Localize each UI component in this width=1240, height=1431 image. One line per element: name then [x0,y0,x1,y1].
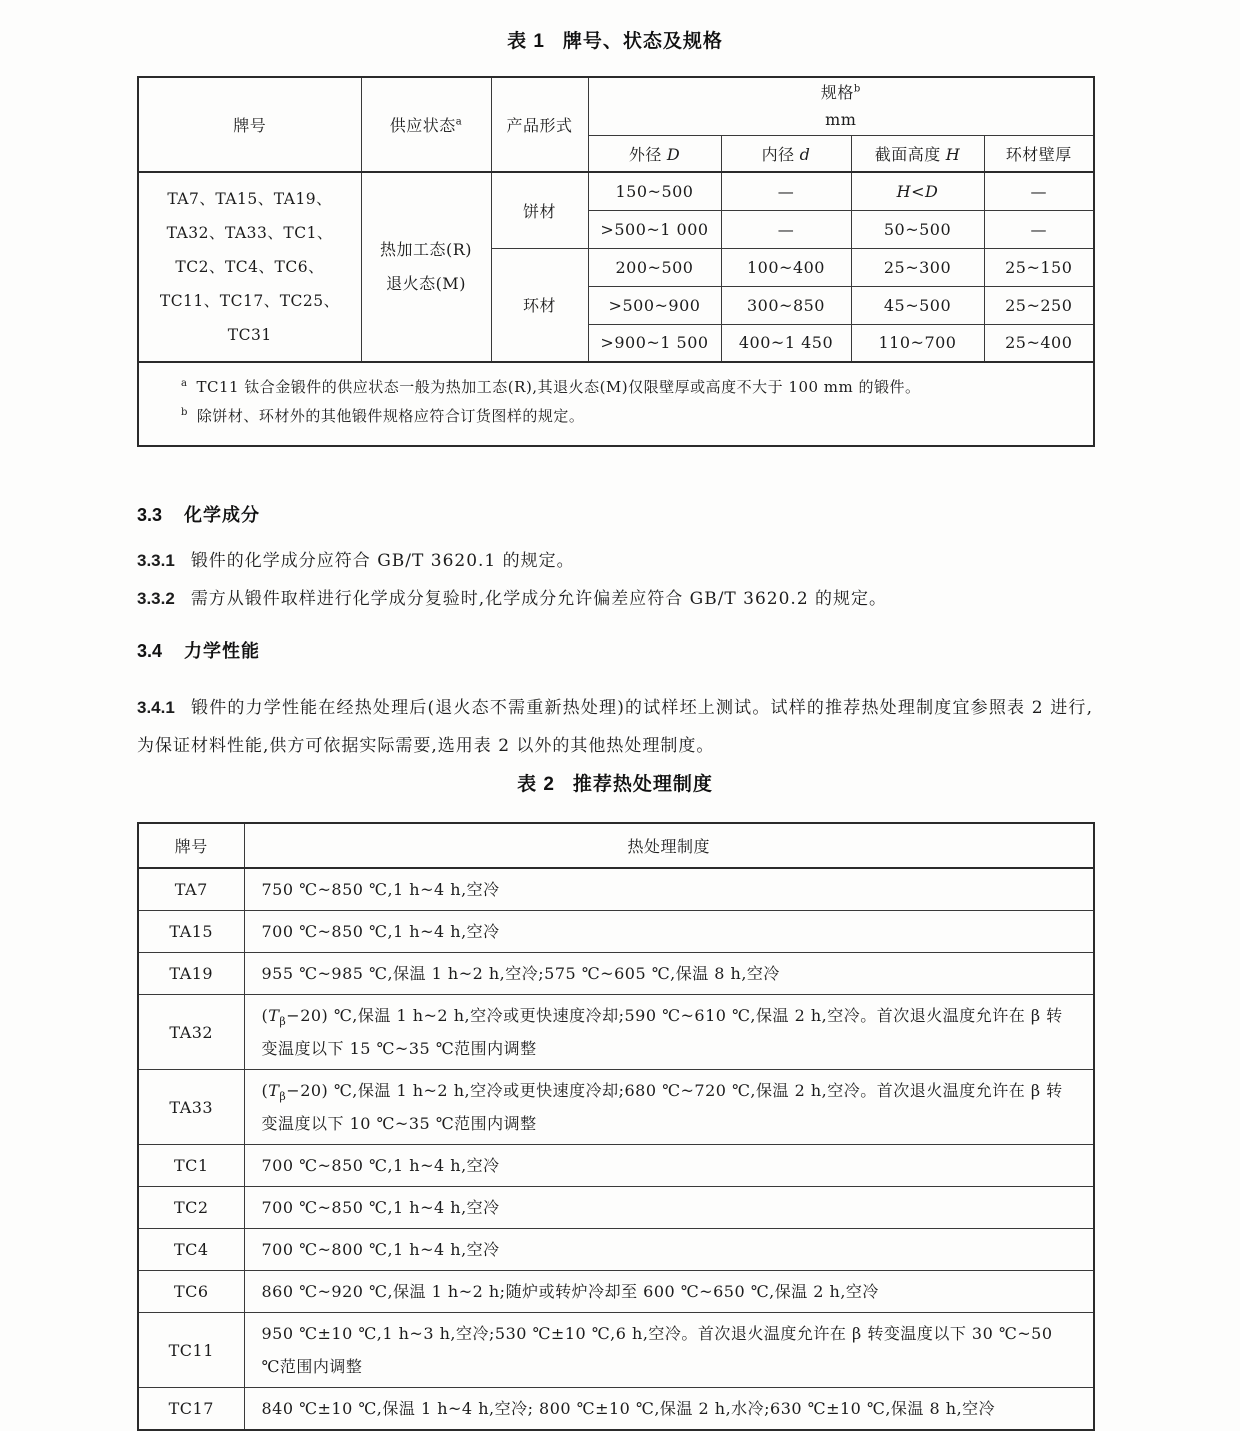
section-heading-3-3: 3.3 化学成分 [137,505,261,525]
table2-row-tc4: TC4 700 ℃~800 ℃,1 h~4 h,空冷 [138,1229,1094,1271]
table-cell: 300~850 [721,286,851,324]
table1-header-ring-wall: 环材壁厚 [984,135,1094,172]
table1-footnotes-row [138,362,1094,446]
table1-header-state: 供应状态$^a$ [361,77,491,172]
table1-footnote-b: $^b$ 除饼材、环材外的其他锻件规格应符合订货图样的规定。 [181,407,585,425]
table-cell: 50~500 [851,210,984,248]
table1-caption [137,0,1093,53]
table2-row-tc2: TC2 700 ℃~850 ℃,1 h~4 h,空冷 [138,1187,1094,1229]
table2-row-ta15: TA15 700 ℃~850 ℃,1 h~4 h,空冷 [138,911,1094,953]
footnote-ref-a: a [455,116,463,128]
table2-caption [137,769,1093,796]
clause-3-3-2: 3.3.2 需方从锻件取样进行化学成分复验时,化学成分允许偏差应符合 GB/T 3620.2 的规定。 [137,589,888,609]
table1-row-bing-1 [138,172,1094,210]
table2-header-row [138,823,1094,868]
section-heading-3-4: 3.4 力学性能 [137,641,261,661]
table2-row-ta32: TA32 $(T_\beta-20)$ ℃,保温 1 h~2 h,空冷或更快速度冷却;590 ℃~610 ℃,保温 2 h,空冷。首次退火温度允许在 β 转变温度以下 15 ℃~35 ℃范围内调整 [138,995,1094,1070]
table1-header-outer-diameter: 外径 D [588,135,721,172]
table1-product-huan: 环材 [491,248,588,362]
table2 [137,822,1095,1431]
table1-caption-number: 表 1 [507,31,545,52]
table2-header-brand: 牌号 [138,823,244,868]
table-cell: 100~400 [721,248,851,286]
table-cell: 25~300 [851,248,984,286]
table2-row-ta7: TA7 750 ℃~850 ℃,1 h~4 h,空冷 [138,868,1094,911]
table2-caption-title: 推荐热处理制度 [572,774,713,795]
table1-header-unit: mm [825,110,857,130]
clause-3-3-1: 3.3.1 锻件的化学成分应符合 GB/T 3620.1 的规定。 [137,551,575,571]
table1-header-brand: 牌号 [138,77,361,172]
table-cell: 25~150 [984,248,1094,286]
table-cell: >500~900 [588,286,721,324]
table-cell: 25~250 [984,286,1094,324]
table1-header-product: 产品形式 [491,77,588,172]
table1-header-row-1 [138,77,1094,135]
table-cell: >900~1 500 [588,324,721,362]
table-cell: >500~1 000 [588,210,721,248]
table1-header-inner-diameter: 内径 d [721,135,851,172]
page-content [137,0,1093,1431]
table2-row-tc1: TC1 700 ℃~850 ℃,1 h~4 h,空冷 [138,1145,1094,1187]
table-cell: 110~700 [851,324,984,362]
table1-header-spec: 规格$^b$ mm [588,77,1094,135]
table1-header-section-height: 截面高度 H [851,135,984,172]
table2-row-ta33: TA33 $(T_\beta-20)$ ℃,保温 1 h~2 h,空冷或更快速度冷却;680 ℃~720 ℃,保温 2 h,空冷。首次退火温度允许在 β 转变温度以下 10 ℃~35 ℃范围内调整 [138,1070,1094,1145]
table1 [137,76,1095,447]
table2-row-tc17: TC17 840 ℃±10 ℃,保温 1 h~4 h,空冷; 800 ℃±10 ℃,保温 2 h,水冷;630 ℃±10 ℃,保温 8 h,空冷 [138,1388,1094,1431]
table1-brand-list: TA7、TA15、TA19、TA32、TA33、TC1、TC2、TC4、TC6、TC11、TC17、TC25、TC31 [138,172,361,362]
table1-caption-title: 牌号、状态及规格 [562,31,723,52]
table1-footnote-a: $^a$ TC11 钛合金锻件的供应状态一般为热加工态(R),其退火态(M)仅限壁厚或高度不大于 100 mm 的锻件。 [181,378,921,396]
table-cell: H<D [851,172,984,210]
clause-3-4-1: 3.4.1 锻件的力学性能在经热处理后(退火态不需重新热处理)的试样坯上测试。试样的推荐热处理制度宜参照表 2 进行,为保证材料性能,供方可依据实际需要,选用表 2 以外的其他热处理制度。 [137,698,1093,756]
table-cell: 200~500 [588,248,721,286]
table-cell: — [984,210,1094,248]
table-cell: 150~500 [588,172,721,210]
table1-supply-state: 热加工态(R) 退火态(M) [361,172,491,362]
table-cell: — [721,210,851,248]
table2-row-tc6: TC6 860 ℃~920 ℃,保温 1 h~2 h;随炉或转炉冷却至 600 ℃~650 ℃,保温 2 h,空冷 [138,1271,1094,1313]
table2-row-tc11: TC11 950 ℃±10 ℃,1 h~3 h,空冷;530 ℃±10 ℃,6 h,空冷。首次退火温度允许在 β 转变温度以下 30 ℃~50 ℃范围内调整 [138,1313,1094,1388]
table-cell: 400~1 450 [721,324,851,362]
table-cell: — [721,172,851,210]
table1-product-bing: 饼材 [491,172,588,248]
table-cell: 25~400 [984,324,1094,362]
table2-header-regime: 热处理制度 [244,823,1094,868]
table-cell: 45~500 [851,286,984,324]
table2-caption-number: 表 2 [517,774,555,795]
footnote-ref-b: b [853,83,861,95]
table-cell: — [984,172,1094,210]
table2-row-ta19: TA19 955 ℃~985 ℃,保温 1 h~2 h,空冷;575 ℃~605 ℃,保温 8 h,空冷 [138,953,1094,995]
